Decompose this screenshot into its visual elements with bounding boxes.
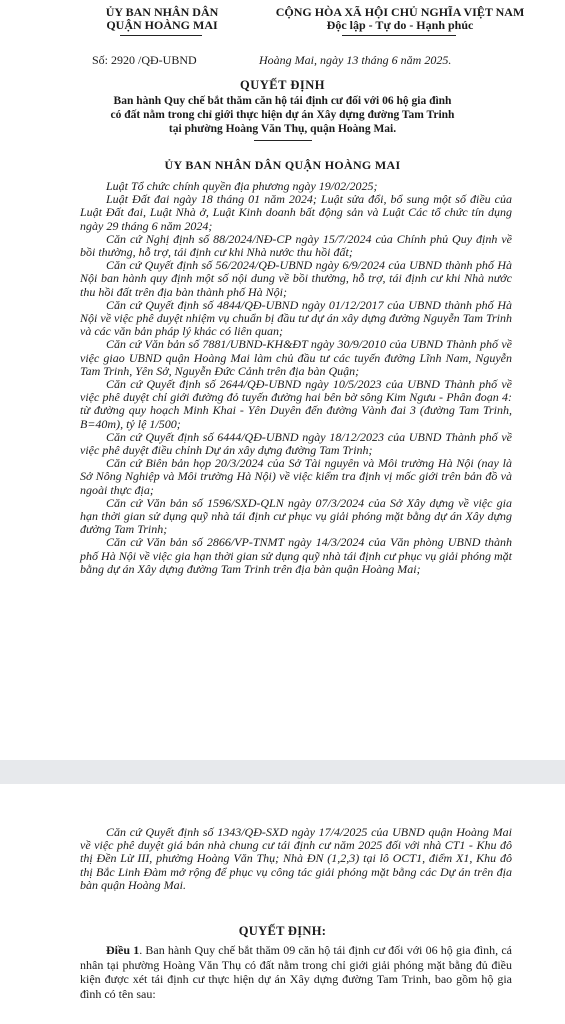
authority-underline — [120, 35, 202, 36]
legal-basis — [80, 180, 512, 576]
document-subtitle — [0, 94, 565, 136]
document-number: Số: 2920 /QĐ-UBND — [92, 53, 197, 67]
motto-underline — [342, 35, 456, 36]
subtitle-line-1: Ban hành Quy chế bắt thăm căn hộ tái định cư đối với 06 hộ gia đình — [113, 95, 452, 107]
basis-paragraph: Căn cứ Quyết định số 2644/QĐ-UBND ngày 10/5/2023 của UBND Thành phố về việc phê duyệt chỉ giới đường đỏ tuyến đường hai bên bờ sông Kim Ngưu - Phân đoạn 4: từ đường quy hoạch Minh Khai - Yên Duyên đến đường Vành đai 3 (đường Tam Trinh, B=40m), tỷ lệ 1/500; — [80, 377, 512, 431]
issuing-authority — [92, 6, 232, 32]
legal-basis-continued — [80, 826, 512, 892]
article-1-text: . Ban hành Quy chế bắt thăm 09 căn hộ tái định cư đối với 06 hộ gia đình, cá nhân tại phường Hoàng Văn Thụ có đất nằm trong chỉ giới giải phóng mặt bằng đủ điều kiện được xét tái định cư thực hiện dự án Xây dựng đường Tam Trinh, bao gồm hộ gia đình có tên sau: — [80, 943, 512, 1001]
basis-paragraph: Luật Tổ chức chính quyền địa phương ngày 19/02/2025; — [106, 179, 378, 193]
article-1 — [80, 943, 512, 1001]
document-title: QUYẾT ĐỊNH — [240, 78, 325, 92]
basis-paragraph: Căn cứ Biên bản họp 20/3/2024 của Sở Tài nguyên và Môi trường Hà Nội (nay là Sở Nông Nghiệp và Môi trường Hà Nội) về việc kiểm tra định vị mốc giới trên bản đồ và ngoài thực địa; — [80, 456, 512, 497]
basis-paragraph: Căn cứ Văn bản số 1596/SXD-QLN ngày 07/3/2024 của Sở Xây dựng về việc gia hạn thời gian sử dụng quỹ nhà tái định cư phục vụ giải phóng mặt bằng dự án Xây dựng đường Tam Trinh; — [80, 495, 512, 537]
authority-line-1: ỦY BAN NHÂN DÂN — [105, 5, 219, 19]
place-date: Hoàng Mai, ngày 13 tháng 6 năm 2025. — [259, 53, 452, 67]
basis-paragraph: Căn cứ Quyết định số 1343/QĐ-SXD ngày 17/4/2025 của UBND quận Hoàng Mai về việc phê duyệt giá bán nhà chung cư tái định cư năm 2025 đối với nhà CT1 - Khu đô thị Đền Lừ III, phường Hoàng Văn Thụ; Nhà ĐN (1,2,3) tại lô OCT1, điểm X1, Khu đô thị Bắc Linh Đàm mở rộng để phục vụ công tác giải phóng mặt bằng các Dự án trên địa bàn quận Hoàng Mai. — [80, 825, 512, 892]
article-1-label: Điều 1 — [106, 943, 140, 957]
subtitle-line-3: tại phường Hoàng Văn Thụ, quận Hoàng Mai. — [168, 123, 397, 135]
basis-paragraph: Căn cứ Quyết định số 6444/QĐ-UBND ngày 18/12/2023 của UBND Thành phố về việc phê duyệt điều chỉnh Dự án xây dựng đường Tam Trinh; — [80, 429, 512, 458]
basis-paragraph: Luật Đất đai ngày 18 tháng 01 năm 2024; Luật sửa đổi, bổ sung một số điều của Luật Đất đai, Luật Nhà ở, Luật Kinh doanh bất động sản và Luật Các tổ chức tín dụng ngày 29 tháng 6 năm 2024; — [80, 192, 512, 233]
subtitle-line-2: có đất nằm trong chỉ giới thực hiện dự án Xây dựng đường Tam Trinh — [110, 109, 455, 121]
authority-line-2: QUẬN HOÀNG MAI — [106, 18, 218, 32]
decision-heading: QUYẾT ĐỊNH: — [238, 924, 327, 938]
authority-heading: ỦY BAN NHÂN DÂN QUẬN HOÀNG MAI — [164, 158, 401, 172]
subtitle-underline — [254, 140, 312, 141]
basis-paragraph: Căn cứ Quyết định số 4844/QĐ-UBND ngày 01/12/2017 của UBND thành phố Hà Nội về việc phê duyệt nhiệm vụ chuẩn bị đầu tư dự án xây dựng đường Nguyễn Tam Trinh và các văn bản pháp lý khác có liên quan; — [80, 297, 512, 339]
page-gap — [0, 760, 565, 784]
basis-paragraph: Căn cứ Văn bản số 2866/VP-TNMT ngày 14/3/2024 của Văn phòng UBND thành phố Hà Nội về việc gia hạn thời gian sử dụng quỹ nhà tái định cư phục vụ giải phóng mặt bằng dự án Xây dựng đường Tam Trinh trên địa bàn quận Hoàng Mai; — [80, 535, 512, 576]
basis-paragraph: Căn cứ Quyết định số 56/2024/QĐ-UBND ngày 6/9/2024 của UBND thành phố Hà Nội ban hành quy định một số nội dung về bồi thường, hỗ trợ, tái định cư khi Nhà nước thu hồi đất trên địa bàn thành phố Hà Nội; — [80, 258, 512, 299]
national-motto — [240, 6, 560, 32]
basis-paragraph: Căn cứ Văn bản số 7881/UBND-KH&ĐT ngày 30/9/2010 của UBND Thành phố về việc giao UBND quận Hoàng Mai làm chủ đầu tư các tuyến đường Lĩnh Nam, Nguyễn Tam Trinh, Yên Sở, Nguyễn Đức Cảnh trên địa bàn Quận; — [80, 337, 512, 378]
motto-line-2: Độc lập - Tự do - Hạnh phúc — [326, 18, 474, 32]
basis-paragraph: Căn cứ Nghị định số 88/2024/NĐ-CP ngày 15/7/2024 của Chính phủ Quy định về bồi thường, hỗ trợ, tái định cư khi Nhà nước thu hồi đất; — [80, 231, 512, 260]
motto-line-1: CỘNG HÒA XÃ HỘI CHỦ NGHĨA VIỆT NAM — [275, 5, 525, 19]
